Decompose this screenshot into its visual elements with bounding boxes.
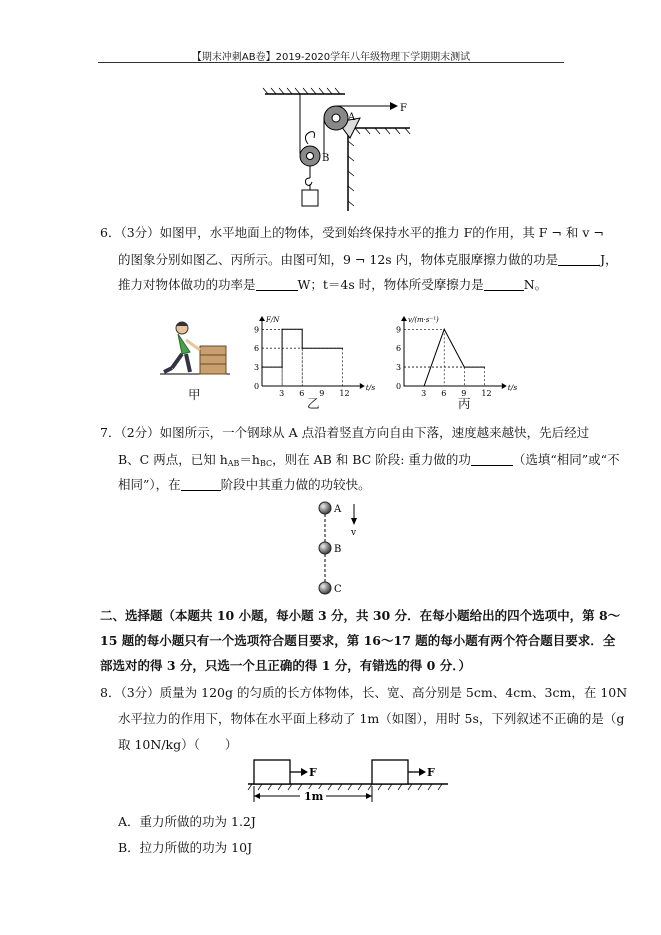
chart-force-ytick-0: 9 [254,325,260,335]
q8-line1: 8．（3分）质量为 120g 的匀质的长方体物体，长、宽、高分别是 5cm、4cm、3cm，在 10N [100,685,628,700]
chart-velocity-xtick-0: 3 [421,389,427,398]
fig6-chart-velocity [392,312,522,402]
q7-line2-mid: ，则在 AB 和 BC 阶段: 重力做的功 [272,452,471,467]
q6-blank-power[interactable] [256,278,298,291]
chart-velocity-ytick-0: 9 [396,325,402,335]
q6-line3-mid: W；t＝4s 时，物体所受摩擦力是 [297,277,484,292]
fig7-falling-ball [316,500,376,600]
chart-force-point-3 [302,329,303,330]
q7-sub-bc: BC [259,459,273,468]
fig8-label-f1: F [309,766,317,779]
q8-option-a[interactable]: A．重力所做的功为 1.2J [118,814,256,829]
q7-sub-ab: AB [227,459,240,468]
pulley-figure [260,86,420,216]
q6-blank-work[interactable] [558,253,600,266]
chart-velocity-point-4 [484,367,485,368]
pulley-label-a: A [348,112,356,123]
q7-eq: ＝h [239,452,260,467]
fig7-label-b: B [334,544,342,555]
q8-line2: 水平拉力的作用下，物体在水平面上移动了 1m（如图），用时 5s，下列叙述不正确的是（g [118,711,625,726]
chart-force-xtick-2: 9 [319,389,325,398]
chart-force-xtick-0: 3 [279,389,285,398]
q7-line2 [118,453,620,471]
q6-line1: 6．（3分）如图甲，水平地面上的物体，受到始终保持水平的推力 F的作用，其 F ¬ 和 v ¬ [100,225,604,240]
chart-force-xtick-1: 6 [299,389,305,398]
chart-force-x-arrow [360,383,365,389]
q7-blank-stage[interactable] [181,478,221,491]
q6-line3 [118,278,547,292]
q6-line2-text: 的图象分别如图乙、丙所示。由图可知，9 ¬ 12s 内，物体克服摩擦力做的功是 [118,252,559,267]
q8-line3: 取 10N/kg）（ ） [118,737,238,752]
q7-line3-text: 相同”），在 [118,477,181,492]
chart-velocity-xtick-3: 12 [481,389,492,398]
fig6-label-bing: 丙 [458,396,471,411]
chart-velocity-y-arrow [401,316,407,321]
section2-line2: 15 题的每小题只有一个选项符合题目要求，第 16～17 题的每小题有两个符合题目要求．全 [100,633,616,648]
q8-option-b[interactable]: B．拉力所做的功为 10J [118,840,253,855]
fig7-label-c: C [334,584,342,595]
q7-line3-end: 阶段中其重力做的功较快。 [220,477,371,492]
q6-blank-friction[interactable] [484,278,524,291]
fig8-block-moved-figure [248,756,448,806]
q6-line2-unit: J， [600,252,618,267]
q7-line1: 7．（2分）如图所示，一个钢球从 A 点沿着竖直方向自由下落，速度越来越快，先后经过 [100,425,590,440]
header-divider [98,62,564,63]
fig7-label-v: v [351,528,357,538]
chart-velocity-point-1 [424,385,425,386]
fig7-label-a: A [334,504,342,515]
chart-force-xlabel: t/s [365,383,376,392]
q6-line2 [118,253,618,267]
q6-line3-text: 推力对物体做功的功率是 [118,277,256,292]
chart-force-ytick-1: 6 [254,344,260,354]
chart-velocity-xlabel: t/s [507,383,518,392]
q6-line3-unit: N。 [523,277,548,292]
chart-force-ytick-2: 3 [254,363,260,373]
q7-line2-end: （选填“相同”或“不 [512,452,620,467]
chart-force-point-5 [342,348,343,349]
chart-force-xtick-3: 12 [339,389,350,398]
fig6-chart-force [250,312,376,402]
chart-velocity-ylabel: v/(m·s⁻¹) [408,316,439,324]
chart-velocity-ytick-1: 6 [396,344,402,354]
chart-velocity-point-2 [444,329,445,330]
chart-force-ylabel: F/N [266,316,280,324]
q7-blank-work[interactable] [471,453,513,466]
fig8-label-f2: F [427,766,435,779]
page-header: 【期末冲刺AB卷】2019-2020学年八年级物理下学期期末测试 [191,52,471,63]
fig6-label-jia: 甲 [188,387,201,402]
chart-velocity-xtick-1: 6 [441,389,447,398]
fig6-person-pushing-box [160,318,230,378]
chart-velocity-xtick-2: 9 [461,389,467,398]
pulley-label-f: F [400,103,407,114]
pulley-label-b: B [322,153,330,164]
chart-velocity-ytick-3: 0 [396,382,402,391]
chart-velocity-x-arrow [502,383,507,389]
q7-line3 [118,478,371,492]
section2-line3: 部选对的得 3 分，只选一个且正确的得 1 分，有错选的得 0 分．） [100,658,471,673]
section2-line1: 二、选择题（本题共 10 小题，每小题 3 分，共 30 分．在每小题给出的四个选项中，第 8～ [100,608,621,623]
q7-line2-text: B、C 两点，已知 h [118,452,228,467]
fig6-label-yi: 乙 [307,396,320,411]
fig8-label-dist: 1m [304,790,324,803]
chart-force-y-arrow [259,316,265,321]
chart-velocity-point-0 [403,385,404,386]
chart-force-ytick-3: 0 [254,382,260,391]
chart-velocity-ytick-2: 3 [396,363,402,373]
